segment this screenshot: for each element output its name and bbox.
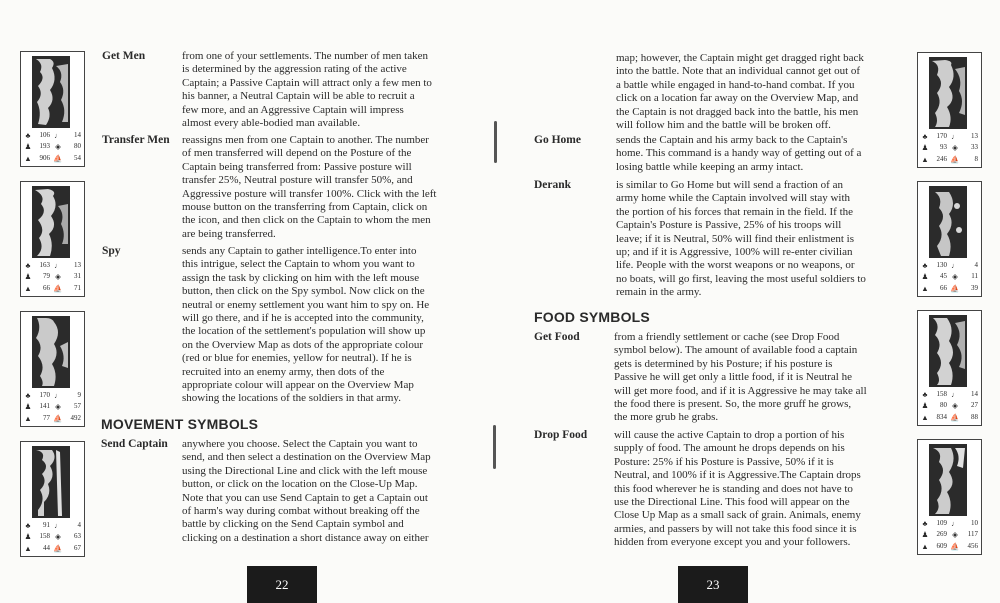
man-icon: ♟ bbox=[921, 272, 929, 281]
man-icon: ♟ bbox=[921, 401, 929, 410]
tent-icon: ▲ bbox=[921, 541, 929, 551]
map-tile-icon bbox=[32, 316, 70, 388]
sack-icon: ◈ bbox=[55, 272, 61, 281]
tree-icon: ♣ bbox=[25, 520, 31, 530]
boat-icon: ⛵ bbox=[950, 541, 960, 551]
captain-thumbnail[interactable]: ♣ 170 ♩ 13 ♟ 93 ◈ 33 ▲ 246 ⛵ 8 bbox=[917, 52, 982, 168]
sack-icon: ◈ bbox=[55, 402, 61, 411]
captain-thumbnail[interactable]: ♣ 163 ♩ 13 ♟ 79 ◈ 31 ▲ 66 ⛵ 71 bbox=[20, 181, 85, 297]
man-icon: ♟ bbox=[24, 402, 32, 411]
tree-icon: ♣ bbox=[922, 131, 928, 141]
go-home-term: Go Home bbox=[534, 134, 581, 146]
page-number-right: 23 bbox=[678, 566, 748, 603]
send-captain-term: Send Captain bbox=[101, 438, 168, 450]
binding-mark bbox=[494, 121, 497, 163]
captain-thumbnail[interactable]: ♣ 109 ♩ 10 ♟ 269 ◈ 117 ▲ 609 ⛵ 456 bbox=[917, 439, 982, 555]
get-men-term: Get Men bbox=[102, 50, 146, 62]
horn-icon: ♩ bbox=[54, 130, 62, 140]
tent-icon: ▲ bbox=[921, 154, 929, 164]
man-icon: ♟ bbox=[24, 142, 32, 151]
map-tile-icon bbox=[32, 186, 70, 258]
binding-mark bbox=[493, 425, 496, 469]
transfer-men-term: Transfer Men bbox=[102, 134, 170, 146]
map-tile-icon bbox=[929, 57, 967, 129]
spy-term: Spy bbox=[102, 245, 121, 257]
tent-icon: ▲ bbox=[24, 543, 32, 553]
drop-food-term: Drop Food bbox=[534, 429, 588, 441]
boat-icon: ⛵ bbox=[950, 283, 960, 293]
horn-icon: ♩ bbox=[951, 131, 959, 141]
boat-icon: ⛵ bbox=[950, 154, 960, 164]
tree-icon: ♣ bbox=[25, 260, 31, 270]
get-food-description: from a friendly settlement or cache (see Drop Food symbol below). The amount of available food a captain gets is determined by his Posture; if his posture is Passive he will get only a little food, if it is Neutral he will get more food, and if it is Aggressive he may take all the food there is present. So, the more gruff he grows, the more grub he grabs. bbox=[614, 331, 867, 424]
sack-icon: ◈ bbox=[55, 532, 61, 541]
tent-icon: ▲ bbox=[24, 153, 32, 163]
sack-icon: ◈ bbox=[952, 143, 958, 152]
map-tile-icon bbox=[929, 186, 967, 258]
movement-symbols-heading: MOVEMENT SYMBOLS bbox=[101, 416, 259, 432]
man-icon: ♟ bbox=[24, 532, 32, 541]
sack-icon: ◈ bbox=[55, 142, 61, 151]
tree-icon: ♣ bbox=[25, 130, 31, 140]
tent-icon: ▲ bbox=[921, 412, 929, 422]
get-men-description: from one of your settlements. The number of men taken is determined by the aggression rating of the active Captain; a Passive Captain will attract only a few men to his banner, a Neutral Captain will be able to recruit a few more, and an Aggressive Captain will impress almost every able-bodied man available. bbox=[182, 50, 432, 130]
sack-icon: ◈ bbox=[952, 401, 958, 410]
go-home-description: sends the Captain and his army back to the Captain's home. This command is a handy way of getting out of a losing battle while keeping an army intact. bbox=[616, 134, 862, 173]
map-tile-icon bbox=[929, 315, 967, 387]
boat-icon: ⛵ bbox=[53, 543, 63, 553]
sack-icon: ◈ bbox=[952, 272, 958, 281]
map-tile-icon bbox=[32, 446, 70, 518]
boat-icon: ⛵ bbox=[950, 412, 960, 422]
horn-icon: ♩ bbox=[951, 518, 959, 528]
captain-thumbnail[interactable]: ♣ 91 ♩ 4 ♟ 158 ◈ 63 ▲ 44 ⛵ 67 bbox=[20, 441, 85, 557]
captain-thumbnail[interactable]: ♣ 158 ♩ 14 ♟ 80 ◈ 27 ▲ 834 ⛵ 88 bbox=[917, 310, 982, 426]
captain-thumbnail[interactable]: ♣ 170 ♩ 9 ♟ 141 ◈ 57 ▲ 77 ⛵ 492 bbox=[20, 311, 85, 427]
map-tile-icon bbox=[32, 56, 70, 128]
food-symbols-heading: FOOD SYMBOLS bbox=[534, 309, 650, 325]
boat-icon: ⛵ bbox=[53, 413, 63, 423]
spy-description: sends any Captain to gather intelligence.To enter into this intrigue, select the Captain to whom you want to assign the task by clicking on him with the left mouse button, then click on the Spy symbol. Now click on the neutral or enemy settlement you want him to spy on. He will go there, and if he is accepted into the community, the location of the settlement's population will show up on the Overview Map as dots of the appropriate colour (red or blue for enemies, yellow for neutral). If he is recruited into an enemy army, then dots of the appropriate colour will appear on the Overview Map showing the locations of the soldiers in that army. bbox=[182, 245, 430, 405]
captain-thumbnail[interactable]: ♣ 106 ♩ 14 ♟ 193 ◈ 80 ▲ 906 ⛵ 54 bbox=[20, 51, 85, 167]
send-captain-description: anywhere you choose. Select the Captain you want to send, and then select a destination on the Overview Map using the Directional Line and click with the left mouse button, or click on the location on the Close-Up Map. Note that you can use Send Captain to get a Captain out of harm's way during combat without breaking off the battle by clicking on the Send Captain symbol and clicking on a destination a short distance away on either bbox=[182, 438, 431, 544]
tree-icon: ♣ bbox=[922, 260, 928, 270]
horn-icon: ♩ bbox=[54, 520, 62, 530]
tent-icon: ▲ bbox=[921, 283, 929, 293]
drop-food-description: will cause the active Captain to drop a portion of his supply of food. The amount he drops depends on his Posture: 25% if his Posture is Passive, 50% if it is Neutral, and 100% if it is Aggressive.The Captain drops this food wherever he is standing and does not have to use the Directional Line. This food will appear on the Close Up Map as a small sack of grain. Animals, enemy armies, and passers by will not take this food since it is hidden from everyone except you and your followers. bbox=[614, 429, 861, 549]
man-icon: ♟ bbox=[921, 143, 929, 152]
horn-icon: ♩ bbox=[951, 389, 959, 399]
page-number-left: 22 bbox=[247, 566, 317, 603]
sack-icon: ◈ bbox=[952, 530, 958, 539]
send-captain-continuation: map; however, the Captain might get dragged right back into the battle. Note that an individual cannot get out of a battle while engaged in hand-to-hand combat. If you click on a location far away on the Overview Map, and the Captain is not dragged back into the battle, his men will follow him and the battle will be broken off. bbox=[616, 52, 864, 132]
map-tile-icon bbox=[929, 444, 967, 516]
horn-icon: ♩ bbox=[54, 260, 62, 270]
captain-thumbnail[interactable]: ♣ 130 ♩ 4 ♟ 45 ◈ 11 ▲ 66 ⛵ 39 bbox=[917, 181, 982, 297]
tree-icon: ♣ bbox=[922, 389, 928, 399]
derank-description: is similar to Go Home but will send a fraction of an army home while the Captain involved will stay with the portion of his forces that remain in the field. If the Captain's Posture is Passive, 25% of his troops will leave; if it is Neutral, 50% will find their enlistment is up; and if it is Aggressive, 100% will re-enter civilian life. People with the worst weapons or no weapons, or no boats, will go first, leaving the most useful soldiers to remain in the army. bbox=[616, 179, 866, 299]
boat-icon: ⛵ bbox=[53, 153, 63, 163]
tent-icon: ▲ bbox=[24, 413, 32, 423]
tree-icon: ♣ bbox=[922, 518, 928, 528]
man-icon: ♟ bbox=[24, 272, 32, 281]
boat-icon: ⛵ bbox=[53, 283, 63, 293]
horn-icon: ♩ bbox=[951, 260, 959, 270]
derank-term: Derank bbox=[534, 179, 572, 191]
transfer-men-description: reassigns men from one Captain to another. The number of men transferred will depend on the Posture of the Captain being transferred from: Passive posture will transfer 25%, Neutral posture will transfer 50%, and Aggressive posture will transfer 100%. Click with the left mouse button on the transferring from Captain, click on the icon, and then click on the Captain to whom the men are being transferred. bbox=[182, 134, 437, 240]
man-icon: ♟ bbox=[921, 530, 929, 539]
horn-icon: ♩ bbox=[54, 390, 62, 400]
tree-icon: ♣ bbox=[25, 390, 31, 400]
tent-icon: ▲ bbox=[24, 283, 32, 293]
get-food-term: Get Food bbox=[534, 331, 580, 343]
